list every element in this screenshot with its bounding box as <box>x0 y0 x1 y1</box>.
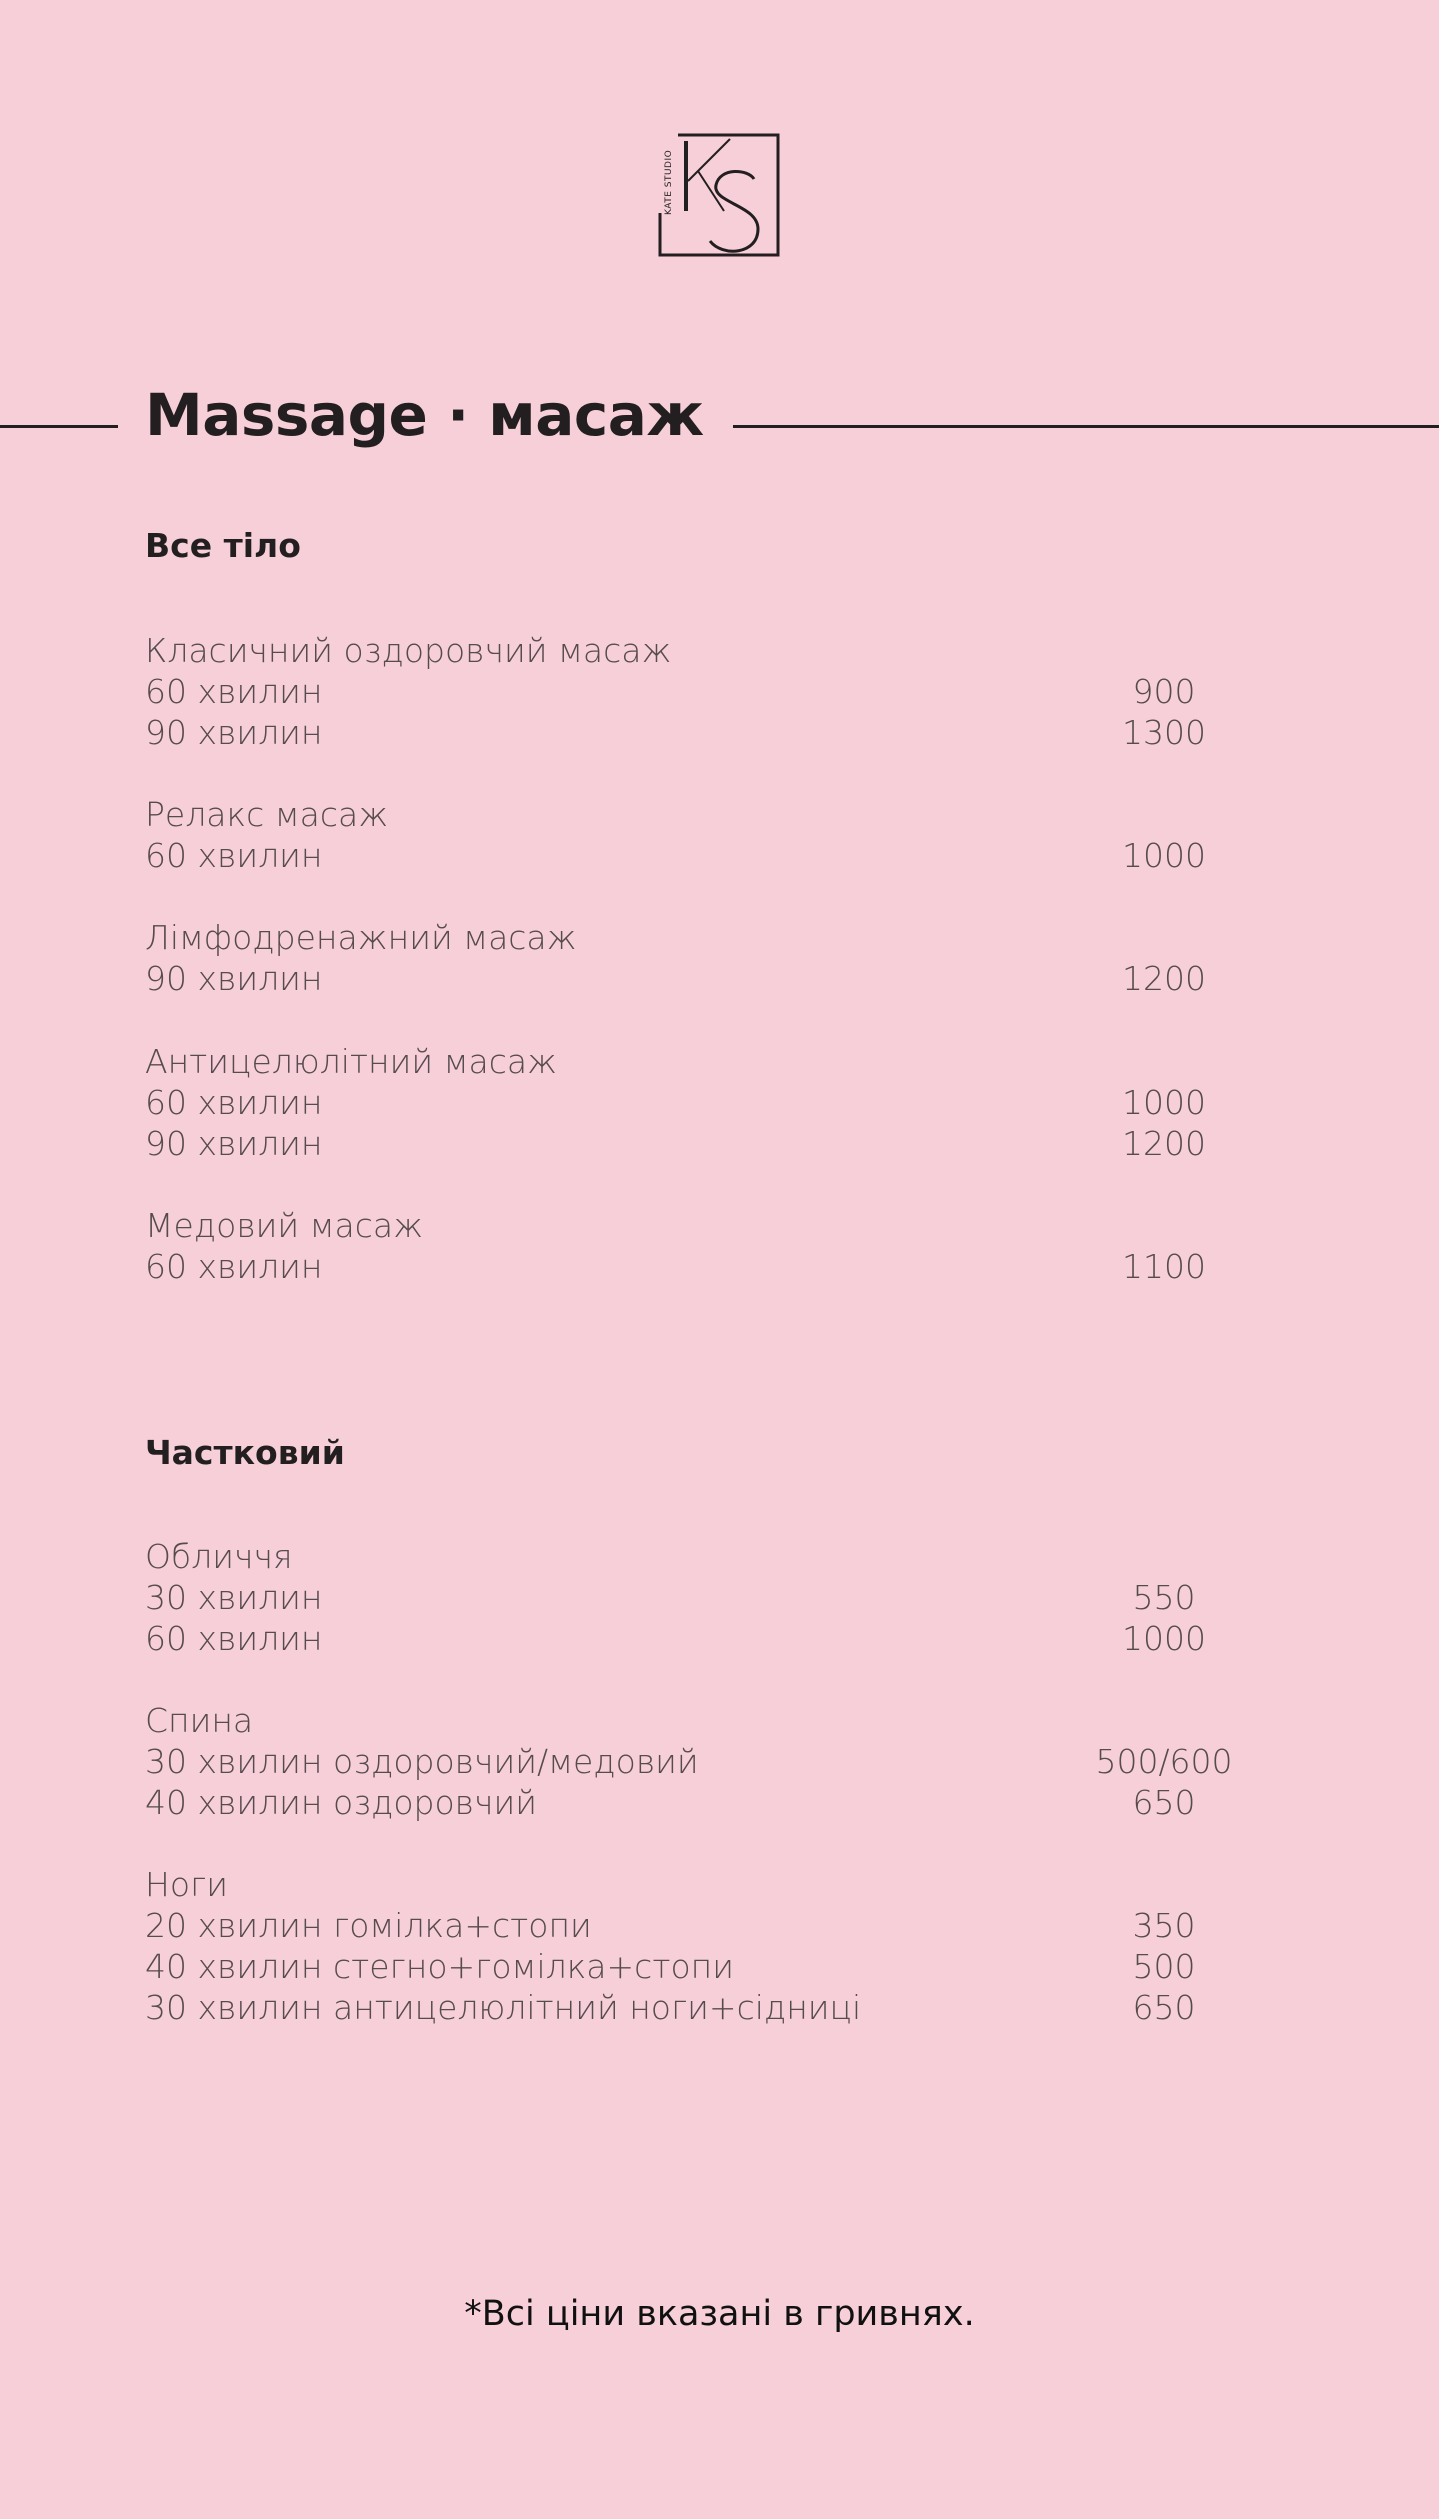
service-duration: 40 хвилин оздоровчий <box>145 1783 537 1822</box>
service-name: Класичний оздоровчий масаж <box>145 631 672 670</box>
currency-footnote: *Всі ціни вказані в гривнях. <box>464 2294 975 2334</box>
service-price: 1200 <box>1122 959 1206 998</box>
service-duration: 90 хвилин <box>145 959 323 998</box>
service-duration: 30 хвилин антицелюлітний ноги+сідниці <box>145 1988 862 2027</box>
service-price: 650 <box>1132 1988 1196 2027</box>
logo-brand-text: KATE STUDIO <box>664 149 674 215</box>
service-price: 900 <box>1132 672 1196 711</box>
ks-monogram-icon <box>658 133 780 257</box>
service-name: Спина <box>145 1701 254 1740</box>
page-title: Massage · масаж <box>145 381 704 449</box>
service-name: Ноги <box>145 1865 228 1904</box>
title-divider-left <box>0 425 118 428</box>
service-duration: 90 хвилин <box>145 713 323 752</box>
service-name: Лімфодренажний масаж <box>145 918 577 957</box>
service-duration: 40 хвилин стегно+гомілка+стопи <box>145 1947 734 1986</box>
service-duration: 30 хвилин оздоровчий/медовий <box>145 1742 699 1781</box>
service-duration: 60 хвилин <box>145 672 323 711</box>
service-duration: 60 хвилин <box>145 1083 323 1122</box>
service-price: 350 <box>1132 1906 1196 1945</box>
service-name: Антицелюлітний масаж <box>145 1042 558 1081</box>
service-price: 650 <box>1132 1783 1196 1822</box>
service-price: 500 <box>1132 1947 1196 1986</box>
section-heading-partial: Частковий <box>145 1433 345 1472</box>
service-duration: 20 хвилин гомілка+стопи <box>145 1906 592 1945</box>
kate-studio-logo <box>658 133 780 257</box>
page-title-row <box>0 375 1439 455</box>
service-duration: 60 хвилин <box>145 1247 323 1286</box>
service-duration: 90 хвилин <box>145 1124 323 1163</box>
service-name: Релакс масаж <box>145 795 389 834</box>
service-price: 550 <box>1132 1578 1196 1617</box>
service-duration: 60 хвилин <box>145 836 323 875</box>
service-price: 500/600 <box>1095 1742 1233 1781</box>
section-heading-whole-body: Все тіло <box>145 526 301 565</box>
service-price: 1200 <box>1122 1124 1206 1163</box>
title-divider-right <box>733 425 1439 428</box>
service-price: 1000 <box>1122 1083 1206 1122</box>
service-duration: 60 хвилин <box>145 1619 323 1658</box>
service-name: Медовий масаж <box>145 1206 424 1245</box>
service-price: 1300 <box>1122 713 1206 752</box>
service-price: 1000 <box>1122 836 1206 875</box>
service-name: Обличчя <box>145 1537 293 1576</box>
service-price: 1100 <box>1122 1247 1206 1286</box>
service-duration: 30 хвилин <box>145 1578 323 1617</box>
service-price: 1000 <box>1122 1619 1206 1658</box>
